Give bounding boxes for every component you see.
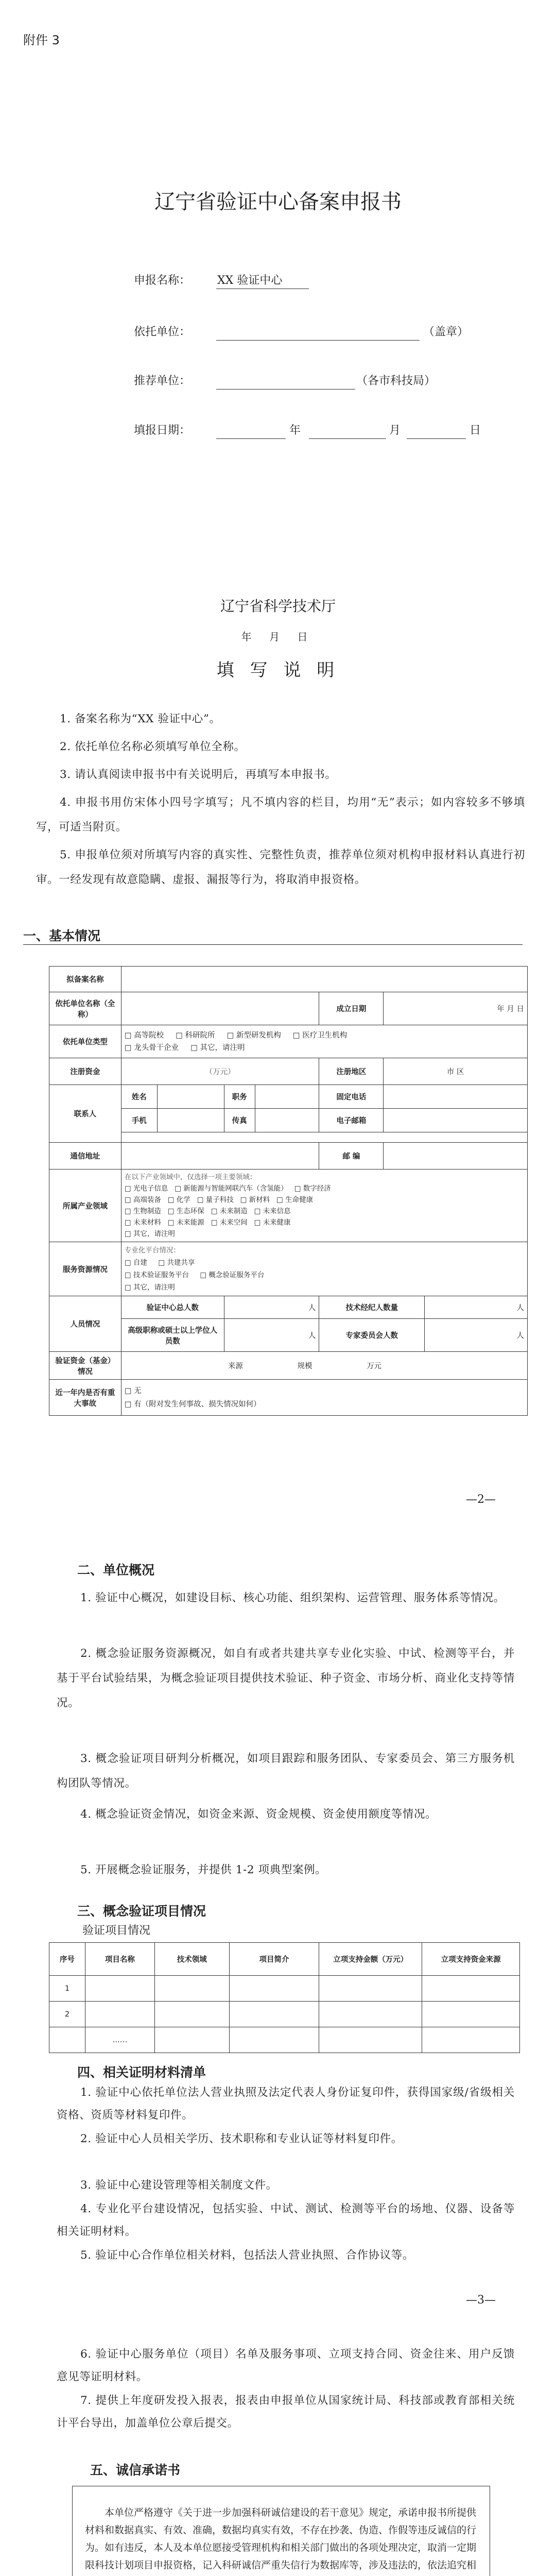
section-unit-overview: 二、单位概况 <box>77 1563 155 1578</box>
unit-para-4: 4. 概念验证资金情况，如资金来源、资金规模、资金使用额度等情况。 <box>80 1808 437 1821</box>
proof-para-5: 5. 验证中心合作单位相关材料，包括法人营业执照、合作协议等。 <box>80 2249 414 2262</box>
fund-source: 来源 <box>228 1362 243 1370</box>
year-label: 年 <box>289 424 301 437</box>
value-staff-total-unit[interactable]: 人 <box>224 1296 319 1319</box>
industry-future-energy[interactable]: □ 未来能源 <box>167 1218 204 1227</box>
table-cell[interactable] <box>229 1976 319 2002</box>
label-zip: 邮 编 <box>319 1143 384 1170</box>
value-fax[interactable] <box>255 1109 319 1132</box>
applicant-suffix: （盖章） <box>423 326 469 338</box>
industry-future-health[interactable]: □ 未来健康 <box>254 1218 291 1227</box>
proof-para-3: 3. 验证中心建设管理等相关制度文件。 <box>80 2179 277 2192</box>
table-cell[interactable] <box>229 2002 319 2027</box>
proof-para-1: 1. 验证中心依托单位法人营业执照及法定代表人身份证复印件，获得国家级/省级相关资格、资质等材料复印件。 <box>57 2086 515 2122</box>
industry-future-manufacturing[interactable]: □ 未来制造 <box>211 1207 248 1215</box>
table-cell[interactable] <box>422 2002 520 2027</box>
industry-digital[interactable]: □ 数字经济 <box>294 1184 331 1193</box>
project-table-caption: 验证项目情况 <box>82 1924 151 1937</box>
applicant-underline <box>216 340 420 341</box>
industry-future-information[interactable]: □ 未来信息 <box>254 1207 291 1215</box>
value-capital-unit[interactable]: （万元） <box>121 1058 319 1085</box>
fill-instructions-title: 填 写 说 明 <box>216 660 340 681</box>
type-option-new-rd[interactable]: □ 新型研发机构 <box>227 1031 281 1040</box>
proof-para-6: 6. 验证中心服务单位（项目）名单及服务事项、立项支持合同、资金往来、用户反馈意见等证明材料。 <box>57 2348 515 2383</box>
service-concept-verify[interactable]: □ 概念验证服务平台 <box>200 1271 265 1279</box>
contact-spare-row <box>121 1132 527 1143</box>
table-cell[interactable] <box>319 1976 422 2002</box>
label-contact: 联系人 <box>49 1085 121 1143</box>
service-co-built[interactable]: □ 共建共享 <box>158 1259 195 1267</box>
promise-text: 本单位严格遵守《关于进一步加强科研诚信建设的若干意见》规定，承诺申报书所提供材料和数据真实、有效、准确，数据均真实有效，不存在抄袭、伪造、作假等违反诚信的行为。如有违反，本人及本单位愿接受管理机构和相关部门做出的各项处理决定，取消一定期限科技计划项目申报资格，记入科研诚信严重失信行为数据库等，涉及违法的，依法追究相 <box>85 2507 477 2571</box>
instruction-5: 5. 申报单位须对所填写内容的真实性、完整性负责，推荐单位须对机构申报材料认真进行初审。一经发现有故意隐瞒、虚报、漏报等行为，将取消申报资格。 <box>36 849 525 886</box>
value-fixed-phone[interactable] <box>384 1085 528 1109</box>
label-major-accident: 近一年内是否有重大事故 <box>49 1380 121 1416</box>
service-other[interactable]: □ 其它，请注明 <box>124 1283 175 1292</box>
col-index: 序号 <box>49 1943 85 1976</box>
label-found-date: 成立日期 <box>319 992 384 1025</box>
applicant-label: 依托单位： <box>134 326 191 338</box>
industry-other[interactable]: □ 其它，请注明 <box>124 1230 175 1238</box>
industry-future-space[interactable]: □ 未来空间 <box>211 1218 248 1227</box>
unit-para-1: 1. 验证中心概况，如建设目标、核心功能、组织架构、运营管理、服务体系等情况。 <box>80 1591 505 1604</box>
value-staff-senior-unit[interactable]: 人 <box>224 1319 319 1352</box>
proof-para-7: 7. 提供上年度研发投入报表，报表由申报单位从国家统计局、科技部或教育部相关统计平台导出，加盖单位公章后提交。 <box>57 2394 515 2430</box>
accident-none[interactable]: □ 无 <box>124 1386 142 1395</box>
issuing-org: 辽宁省科学技术厅 <box>220 598 336 615</box>
type-option-institute[interactable]: □ 科研院所 <box>176 1031 215 1040</box>
table-cell[interactable] <box>319 2002 422 2027</box>
basic-info-table <box>49 966 528 1416</box>
page-title: 辽宁省验证中心备案申报书 <box>154 190 402 214</box>
instruction-3: 3. 请认真阅读申报书中有关说明后，再填写本申报书。 <box>60 768 337 781</box>
type-option-medical[interactable]: □ 医疗卫生机构 <box>292 1031 348 1040</box>
issue-date: 年 月 日 <box>241 631 315 643</box>
label-email: 电子邮箱 <box>319 1109 384 1132</box>
value-area[interactable]: 市 区 <box>384 1058 528 1085</box>
label-staff: 人员情况 <box>49 1296 121 1352</box>
industry-new-energy[interactable]: □ 新能源与智能网联汽车（含氢能） <box>175 1184 288 1193</box>
day-label: 日 <box>470 424 481 437</box>
service-platform-label: 专业化平台情况： <box>124 1246 180 1255</box>
name-value: XX 验证中心 <box>217 274 283 287</box>
label-host-unit: 依托单位名称（全称） <box>49 992 121 1025</box>
proof-para-4: 4. 专业化平台建设情况，包括实验、中试、测试、检测等平台的场地、仪器、设备等相关证明材料。 <box>57 2202 515 2238</box>
section-project: 三、概念验证项目情况 <box>77 1904 206 1919</box>
recommender-label: 推荐单位： <box>134 375 191 387</box>
proof-para-2: 2. 验证中心人员相关学历、技术职称和专业认证等材料复印件。 <box>80 2132 403 2145</box>
table-cell[interactable] <box>154 1976 229 2002</box>
page-number-2: —2— <box>466 1493 496 1506</box>
table-row-index: 2 <box>49 2002 85 2027</box>
label-record-name: 拟备案名称 <box>49 967 121 992</box>
value-mobile[interactable] <box>157 1109 224 1132</box>
label-service: 服务资源情况 <box>49 1242 121 1296</box>
col-support-amount: 立项支持金额（万元） <box>319 1943 422 1976</box>
table-cell[interactable] <box>319 2027 422 2053</box>
industry-bio-manufacturing[interactable]: □ 生物制造 <box>124 1207 161 1215</box>
instruction-4: 4. 申报书用仿宋体小四号字填写；凡不填内容的栏目，均用“无”表示；如内容较多不够填写，可适当附页。 <box>36 796 525 834</box>
unit-para-5: 5. 开展概念验证服务，并提供 1-2 项典型案例。 <box>80 1863 327 1876</box>
industry-hint: 在以下产业领域中，仅选择一项主要领域： <box>124 1173 257 1181</box>
recommender-suffix: （各市科技局） <box>356 375 436 387</box>
value-email[interactable] <box>384 1109 528 1132</box>
industry-eco[interactable]: □ 生态环保 <box>167 1207 204 1215</box>
page-number-3: —3— <box>466 2294 496 2307</box>
value-contact-name[interactable] <box>157 1085 224 1109</box>
annex-label: 附件 3 <box>23 33 60 47</box>
value-host-unit[interactable] <box>121 992 319 1025</box>
label-staff-total: 验证中心总人数 <box>121 1296 224 1319</box>
value-record-name[interactable] <box>121 967 527 992</box>
value-address[interactable] <box>121 1143 319 1170</box>
table-cell[interactable] <box>422 1976 520 2002</box>
type-option-university[interactable]: □ 高等院校 <box>124 1031 164 1040</box>
service-tech-verify[interactable]: □ 技术验证服务平台 <box>124 1271 189 1279</box>
unit-para-2: 2. 概念验证服务资源概况，如自有或者共建共享专业化实验、中试、检测等平台，并基于平台试验结果，为概念验证项目提供技术验证、种子资金、市场分析、商业化支持等情况。 <box>57 1647 515 1709</box>
accident-yes[interactable]: □ 有（附对发生何事故、损失情况如何） <box>124 1400 261 1409</box>
table-row-index: 1 <box>49 1976 85 2002</box>
name-label: 申报名称： <box>134 274 191 287</box>
type-option-other[interactable]: □ 其它，请注明 <box>190 1043 245 1052</box>
industry-equipment[interactable]: □ 高端装备 <box>124 1196 161 1204</box>
value-tech-broker-unit[interactable]: 人 <box>425 1296 528 1319</box>
industry-life-health[interactable]: □ 生命健康 <box>276 1196 314 1204</box>
label-capital: 注册资金 <box>49 1058 121 1085</box>
section-proof: 四、相关证明材料清单 <box>77 2065 206 2080</box>
label-expert-committee: 专家委员会人数 <box>319 1319 425 1352</box>
instruction-1: 1. 备案名称为“XX 验证中心”。 <box>60 713 221 725</box>
fund-unit: 万元 <box>367 1362 382 1370</box>
value-expert-committee-unit[interactable]: 人 <box>425 1319 528 1352</box>
col-project-name: 项目名称 <box>85 1943 154 1976</box>
label-tech-broker: 技术经纪人数量 <box>319 1296 425 1319</box>
service-self-built[interactable]: □ 自建 <box>124 1259 147 1267</box>
value-found-date[interactable]: 年 月 日 <box>384 992 528 1025</box>
value-zip[interactable] <box>384 1143 528 1170</box>
day-underline <box>407 438 466 439</box>
table-cell <box>49 2027 85 2053</box>
date-label: 填报日期： <box>134 424 191 437</box>
table-cell[interactable] <box>229 2027 319 2053</box>
label-area: 注册地区 <box>319 1058 384 1085</box>
label-host-type: 依托单位类型 <box>49 1025 121 1058</box>
col-project-intro: 项目简介 <box>229 1943 319 1976</box>
label-industry: 所属产业领域 <box>49 1170 121 1242</box>
project-table <box>49 1942 520 2053</box>
fund-scale: 规模 <box>297 1362 312 1370</box>
label-fixed-phone: 固定电话 <box>319 1085 384 1109</box>
col-support-source: 立项支持资金来源 <box>422 1943 520 1976</box>
industry-materials[interactable]: □ 新材料 <box>240 1196 270 1204</box>
table-row-ellipsis: …… <box>85 2027 154 2053</box>
label-contact-post: 职务 <box>224 1085 255 1109</box>
instruction-2: 2. 依托单位名称必须填写单位全称。 <box>60 740 246 753</box>
industry-optoelectronic[interactable]: □ 光电子信息 <box>124 1184 168 1193</box>
industry-future-materials[interactable]: □ 未来材料 <box>124 1218 161 1227</box>
table-cell[interactable] <box>154 2002 229 2027</box>
industry-chemistry[interactable]: □ 化学 <box>167 1196 190 1204</box>
section-divider <box>23 944 523 945</box>
value-contact-post[interactable] <box>255 1085 319 1109</box>
type-option-enterprise[interactable]: □ 龙头骨干企业 <box>124 1043 179 1052</box>
table-cell[interactable] <box>422 2027 520 2053</box>
label-contact-name: 姓名 <box>121 1085 157 1109</box>
industry-quantum[interactable]: □ 量子科技 <box>197 1196 234 1204</box>
year-underline <box>216 438 286 439</box>
label-address: 通信地址 <box>49 1143 121 1170</box>
table-cell[interactable] <box>85 2002 154 2027</box>
label-staff-senior: 高级职称或硕士以上学位人员数 <box>121 1319 224 1352</box>
month-underline <box>309 438 386 439</box>
col-tech-field: 技术领域 <box>154 1943 229 1976</box>
month-label: 月 <box>389 424 401 437</box>
label-fax: 传真 <box>224 1109 255 1132</box>
table-cell[interactable] <box>154 2027 229 2053</box>
section-integrity: 五、诚信承诺书 <box>90 2463 181 2478</box>
table-cell[interactable] <box>85 1976 154 2002</box>
unit-para-3: 3. 概念验证项目研判分析概况，如项目跟踪和服务团队、专家委员会、第三方服务机构团队等情况。 <box>57 1752 515 1790</box>
label-mobile: 手机 <box>121 1109 157 1132</box>
section-basic-info: 一、基本情况 <box>23 928 101 943</box>
label-fund: 验证资金（基金）情况 <box>49 1352 121 1380</box>
